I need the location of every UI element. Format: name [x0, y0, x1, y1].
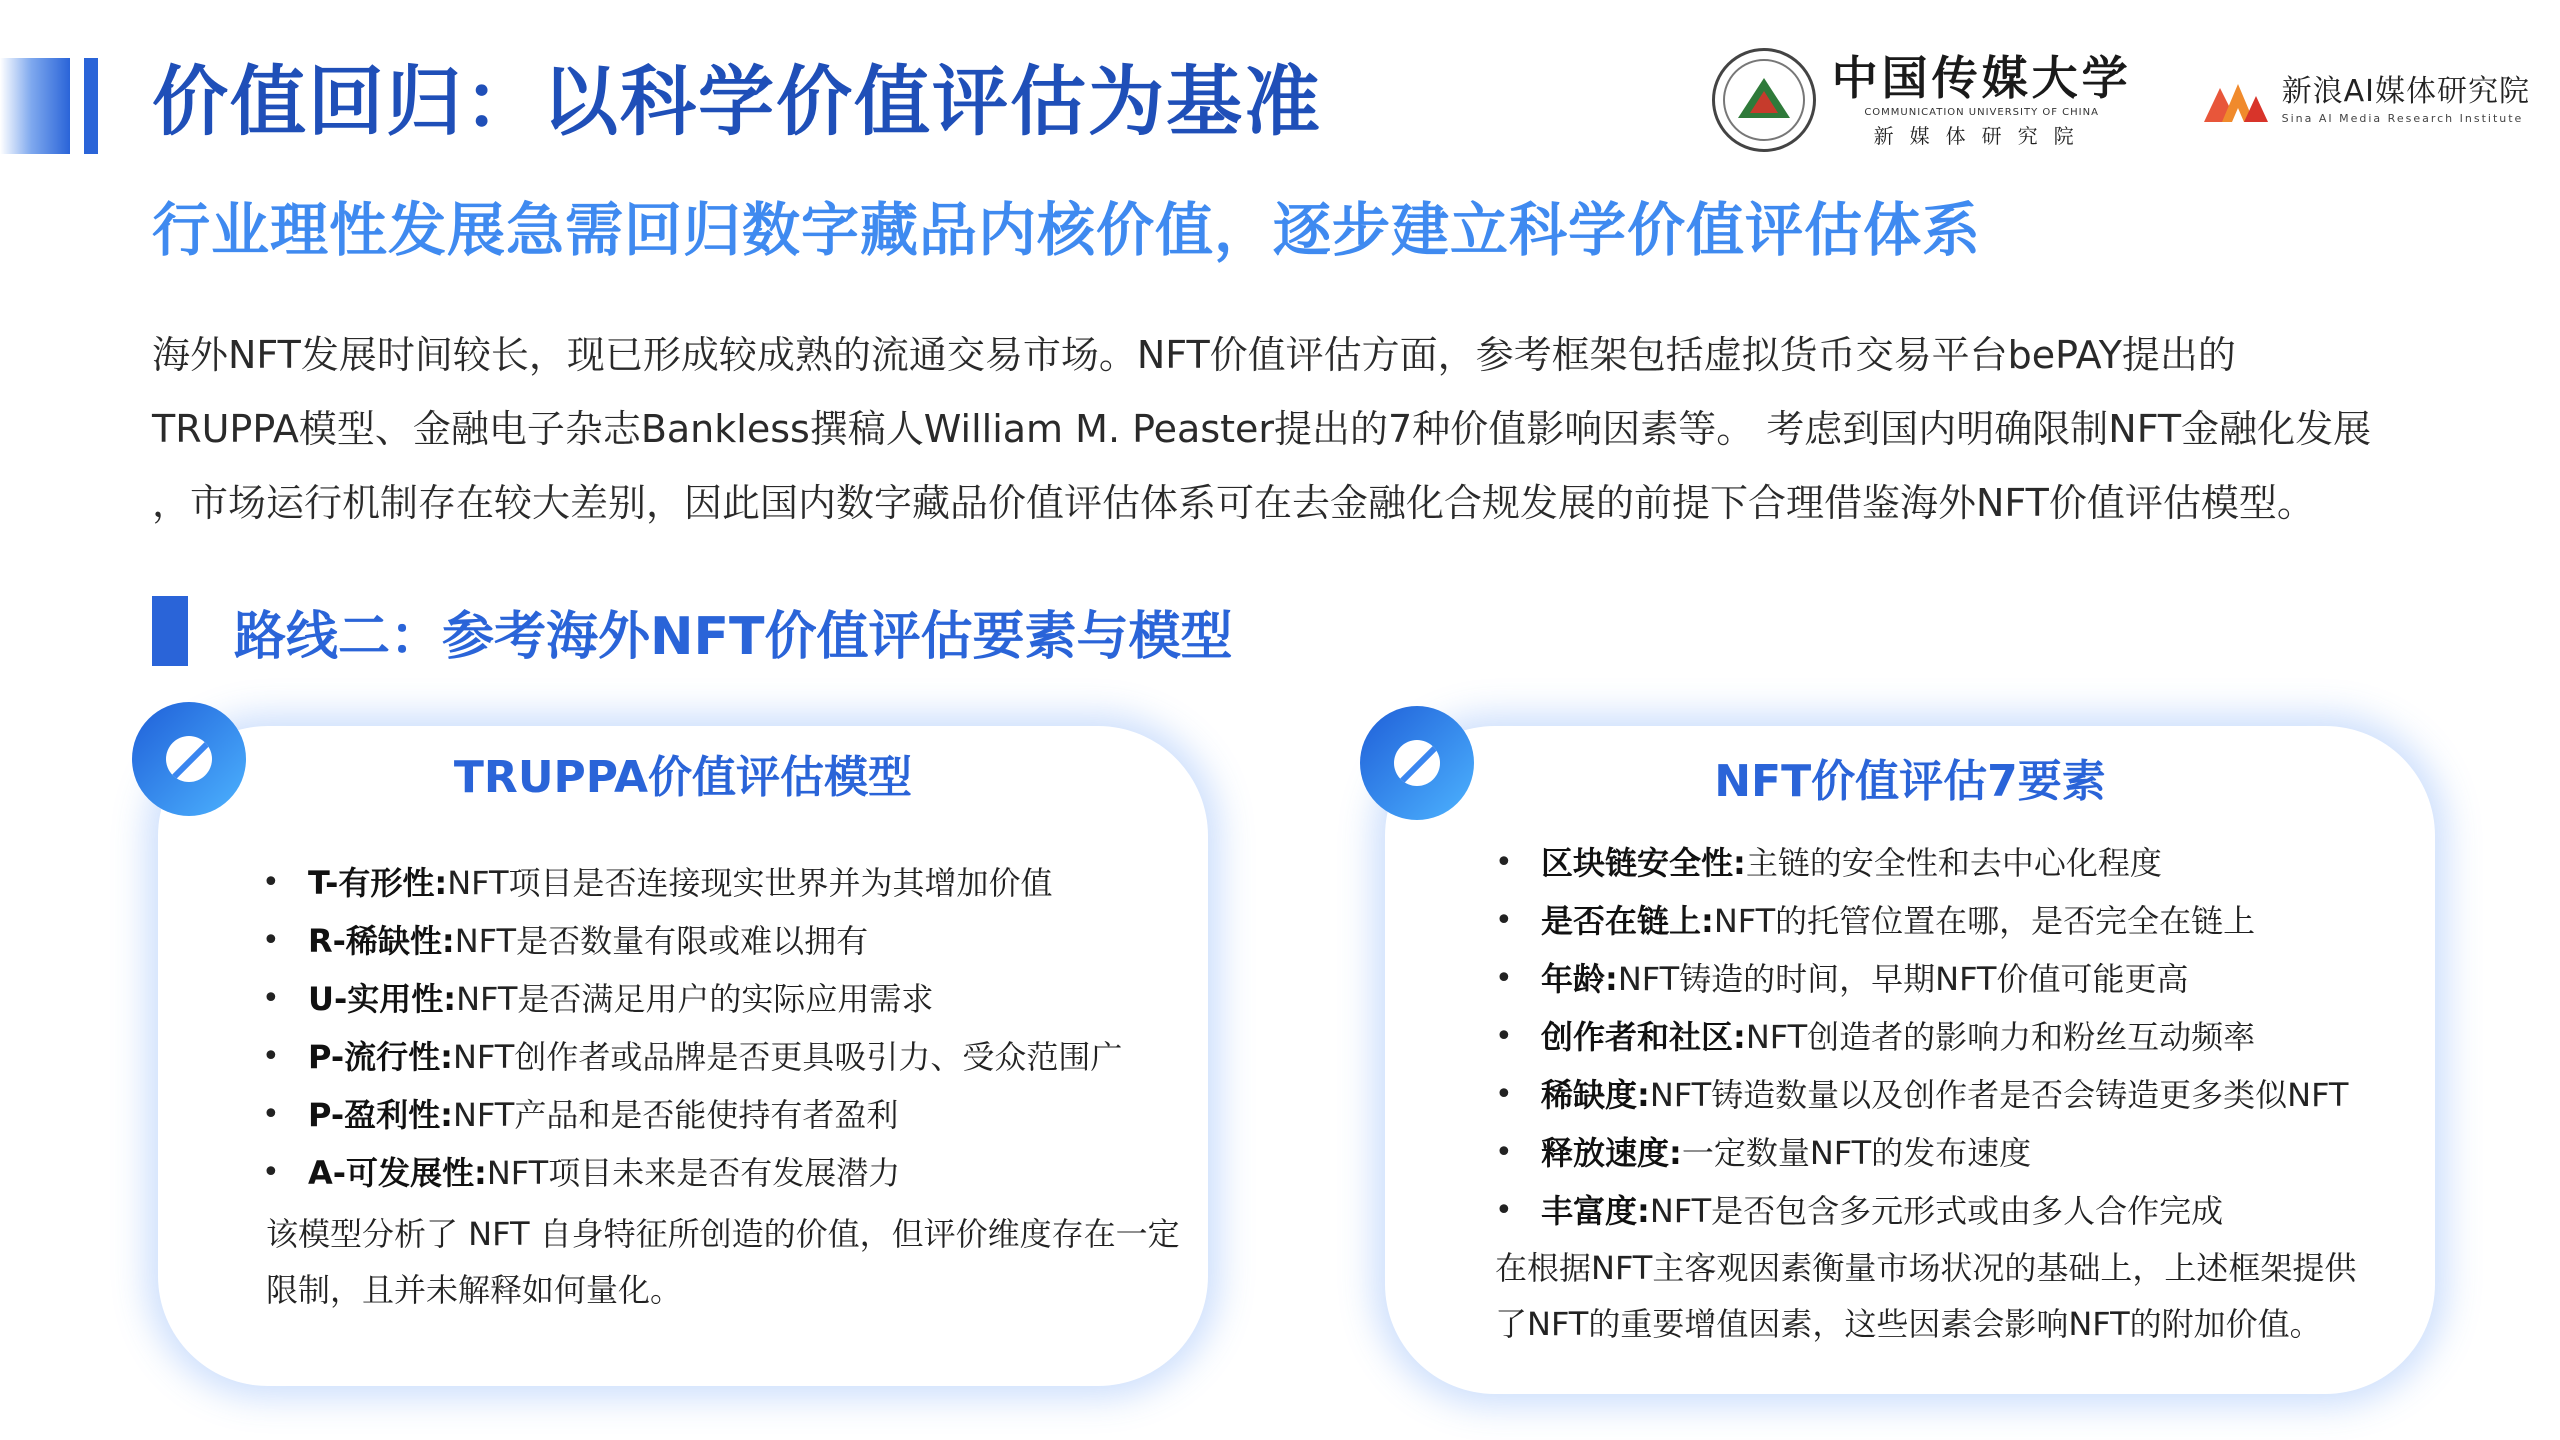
- section-heading-text: 路线二：参考海外NFT价值评估要素与模型: [234, 606, 1233, 667]
- bullet-icon: •: [1495, 1019, 1513, 1054]
- list-item: • 区块链安全性: 主链的安全性和去中心化程度: [1495, 834, 2348, 892]
- list-item: • 释放速度: 一定数量NFT的发布速度: [1495, 1124, 2348, 1182]
- seven-note: 在根据NFT主客观因素衡量市场状况的基础上，上述框架提供 了NFT的重要增值因素，这些因素会影响NFT的附加价值。: [1495, 1249, 2357, 1343]
- truppa-card: [158, 726, 1208, 1386]
- bullet-icon: •: [262, 865, 280, 900]
- title-accent: [0, 58, 100, 154]
- bullet-icon: •: [262, 981, 280, 1016]
- seven-factors-card: [1385, 726, 2435, 1394]
- logos: [1712, 40, 2530, 160]
- cuc-logo: [1712, 48, 2132, 152]
- title-accent-bar: [84, 58, 98, 154]
- bullet-icon: •: [1495, 1077, 1513, 1112]
- intro-paragraph: [152, 318, 2492, 540]
- page-subtitle: 行业理性发展急需回归数字藏品内核价值，逐步建立科学价值评估体系: [152, 196, 1982, 264]
- bullet-icon: •: [262, 1039, 280, 1074]
- list-item: • P-盈利性: NFT产品和是否能使持有者盈利: [262, 1086, 1122, 1144]
- bullet-icon: •: [1495, 1135, 1513, 1170]
- cuc-english: COMMUNICATION UNIVERSITY OF CHINA: [1864, 107, 2099, 118]
- sina-english: Sina AI Media Research Institute: [2281, 112, 2524, 125]
- list-item: • T-有形性: NFT项目是否连接现实世界并为其增加价值: [262, 854, 1122, 912]
- seven-list: [1495, 834, 2348, 1240]
- cuc-seal-icon: [1712, 48, 1816, 152]
- page-title: 价值回归：以科学价值评估为基准: [152, 57, 1322, 146]
- seven-card-title: NFT价值评估7要素: [1714, 756, 2106, 807]
- bullet-icon: •: [262, 1097, 280, 1132]
- sina-name: 新浪AI媒体研究院: [2281, 74, 2530, 109]
- list-item: • 是否在链上: NFT的托管位置在哪，是否完全在链上: [1495, 892, 2348, 950]
- intro-line: ，市场运行机制存在较大差别，因此国内数字藏品价值评估体系可在去金融化合规发展的前提下合理借鉴海外NFT价值评估模型。: [152, 481, 2315, 525]
- list-item: • 稀缺度: NFT铸造数量以及创作者是否会铸造更多类似NFT: [1495, 1066, 2348, 1124]
- bullet-icon: •: [1495, 1193, 1513, 1228]
- list-item: • 年龄: NFT铸造的时间，早期NFT价值可能更高: [1495, 950, 2348, 1008]
- cuc-sub: 新媒体研究院: [1873, 124, 2090, 148]
- list-item: • 丰富度: NFT是否包含多元形式或由多人合作完成: [1495, 1182, 2348, 1240]
- truppa-list: [262, 854, 1122, 1202]
- bullet-icon: •: [1495, 961, 1513, 996]
- truppa-note: 该模型分析了 NFT 自身特征所创造的价值，但评价维度存在一定 限制，且并未解释如何量化。: [266, 1215, 1180, 1309]
- intro-line: TRUPPA模型、金融电子杂志Bankless撰稿人William M. Peaster提出的7种价值影响因素等。 考虑到国内明确限制NFT金融化发展: [152, 407, 2372, 451]
- title-accent-gradient: [0, 58, 70, 154]
- sina-mark-icon: [2204, 78, 2268, 122]
- section-marker: [152, 596, 188, 666]
- ring-icon: [132, 702, 246, 816]
- list-item: • U-实用性: NFT是否满足用户的实际应用需求: [262, 970, 1122, 1028]
- intro-line: 海外NFT发展时间较长，现已形成较成熟的流通交易市场。NFT价值评估方面，参考框架包括虚拟货币交易平台bePAY提出的: [152, 333, 2236, 377]
- ring-icon: [1360, 706, 1474, 820]
- list-item: • P-流行性: NFT创作者或品牌是否更具吸引力、受众范围广: [262, 1028, 1122, 1086]
- sina-logo: [2204, 73, 2530, 127]
- bullet-icon: •: [1495, 903, 1513, 938]
- truppa-card-title: TRUPPA价值评估模型: [453, 752, 913, 803]
- list-item: • 创作者和社区: NFT创造者的影响力和粉丝互动频率: [1495, 1008, 2348, 1066]
- bullet-icon: •: [262, 1155, 280, 1190]
- section-heading: [152, 596, 1233, 666]
- bullet-icon: •: [1495, 845, 1513, 880]
- list-item: • A-可发展性: NFT项目未来是否有发展潜力: [262, 1144, 1122, 1202]
- cuc-name: 中国传媒大学: [1831, 51, 2132, 105]
- bullet-icon: •: [262, 923, 280, 958]
- list-item: • R-稀缺性: NFT是否数量有限或难以拥有: [262, 912, 1122, 970]
